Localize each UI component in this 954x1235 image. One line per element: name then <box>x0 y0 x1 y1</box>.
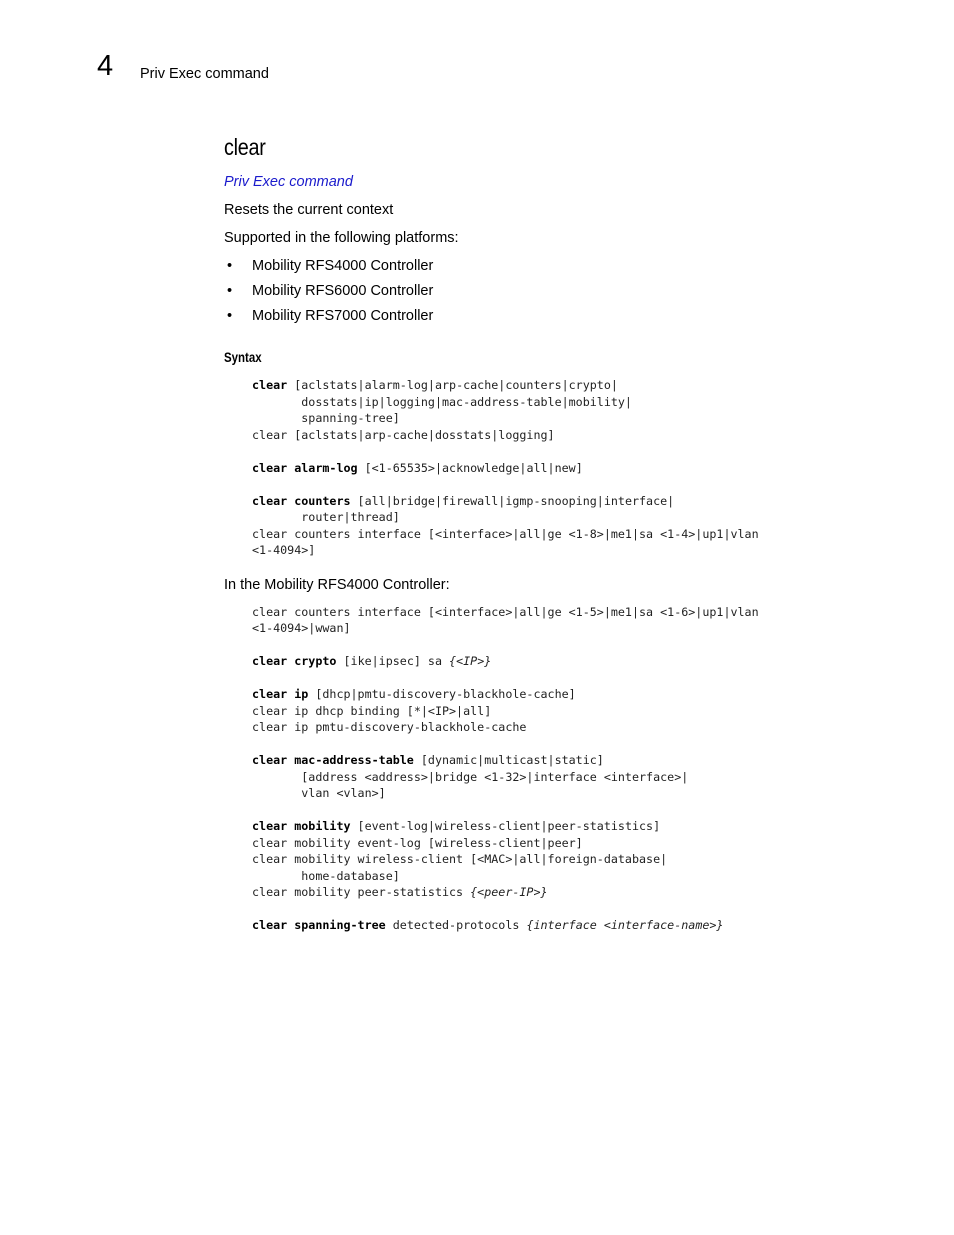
code-text: vlan <vlan>] <box>252 786 386 800</box>
code-text: <1-4094>] <box>252 543 316 557</box>
code-line <box>252 526 864 543</box>
code-text: clear ip dhcp binding [*|<IP>|all] <box>252 703 492 718</box>
code-keyword: clear spanning-tree <box>252 918 386 932</box>
platform-list <box>224 257 864 325</box>
code-line <box>252 604 864 621</box>
code-keyword: clear alarm-log <box>252 460 358 475</box>
code-optional-arg: {<IP>} <box>449 654 492 668</box>
platforms-intro: Supported in the following platforms: <box>224 230 459 246</box>
list-item <box>224 307 864 325</box>
list-item <box>224 257 864 275</box>
code-text: [<1-65535>|acknowledge|all|new] <box>357 460 583 475</box>
code-text: [aclstats|alarm-log|arp-cache|counters|crypto| <box>287 378 618 392</box>
code-text: <1-4094>|wwan] <box>252 621 351 635</box>
code-text: [dhcp|pmtu-discovery-blackhole-cache] <box>308 687 576 701</box>
code-text: [address <address>|bridge <1-32>|interface <interface>| <box>252 769 689 784</box>
code-line <box>252 868 864 885</box>
code-line <box>252 427 864 444</box>
code-line <box>252 917 864 934</box>
code-line <box>252 752 864 769</box>
code-line <box>252 769 864 786</box>
chapter-number: 4 <box>97 50 114 82</box>
bullet-icon: • <box>227 283 233 299</box>
code-keyword: clear counters <box>252 493 351 508</box>
code-keyword: clear mac-address-table <box>252 753 414 767</box>
syntax-code-block <box>252 377 864 559</box>
code-text: clear counters interface [<interface>|all|ge <1-5>|me1|sa <1-6>|up1|vlan <box>252 604 759 619</box>
code-line <box>252 394 864 411</box>
code-text: [ike|ipsec] sa <box>336 654 450 668</box>
code-line <box>252 703 864 720</box>
code-keyword: clear crypto <box>252 654 337 668</box>
code-line <box>252 637 864 654</box>
content <box>224 130 864 934</box>
code-optional-arg: {interface <interface-name>} <box>526 918 724 932</box>
code-line <box>252 410 864 427</box>
code-text: clear ip pmtu-discovery-blackhole-cache <box>252 720 527 734</box>
code-line <box>252 884 864 901</box>
code-text: spanning-tree] <box>252 411 400 425</box>
rfs4000-code-block <box>252 604 864 934</box>
code-line <box>252 493 864 510</box>
bullet-icon: • <box>227 258 233 274</box>
syntax-heading: Syntax <box>224 349 262 365</box>
code-text: clear mobility event-log [wireless-client|peer] <box>252 835 583 850</box>
code-text: detected-protocols <box>385 918 527 932</box>
code-line <box>252 785 864 802</box>
code-text: [event-log|wireless-client|peer-statistics] <box>350 819 661 833</box>
code-line <box>252 901 864 918</box>
code-line <box>252 835 864 852</box>
code-line <box>252 509 864 526</box>
code-line <box>252 377 864 394</box>
xref-link[interactable]: Priv Exec command <box>224 174 353 190</box>
code-optional-arg: {<peer-IP>} <box>470 885 548 899</box>
code-line <box>252 736 864 753</box>
code-line <box>252 670 864 687</box>
code-line <box>252 686 864 703</box>
code-line <box>252 542 864 559</box>
code-line <box>252 818 864 835</box>
code-text: clear mobility peer-statistics <box>252 885 471 899</box>
code-text: clear [aclstats|arp-cache|dosstats|logging] <box>252 427 555 442</box>
code-text: clear mobility wireless-client [<MAC>|all|foreign-database| <box>252 852 668 866</box>
description: Resets the current context <box>224 202 394 218</box>
running-head: Priv Exec command <box>140 66 269 82</box>
code-text: router|thread] <box>252 510 400 524</box>
list-item <box>224 282 864 300</box>
code-keyword: clear <box>252 378 288 392</box>
code-line <box>252 719 864 736</box>
code-line <box>252 653 864 670</box>
code-line <box>252 851 864 868</box>
platform-label: Mobility RFS6000 Controller <box>252 283 434 299</box>
rfs4000-intro: In the Mobility RFS4000 Controller: <box>224 576 450 593</box>
page-title: clear <box>224 134 266 160</box>
code-line <box>252 476 864 493</box>
code-text: [dynamic|multicast|static] <box>413 753 604 767</box>
code-line <box>252 460 864 477</box>
code-keyword: clear ip <box>252 687 309 701</box>
code-line <box>252 802 864 819</box>
platform-label: Mobility RFS7000 Controller <box>252 308 434 324</box>
code-text: [all|bridge|firewall|igmp-snooping|interface| <box>350 493 675 508</box>
platform-label: Mobility RFS4000 Controller <box>252 258 434 274</box>
code-line <box>252 620 864 637</box>
code-line <box>252 443 864 460</box>
code-text: clear counters interface [<interface>|all|ge <1-8>|me1|sa <1-4>|up1|vlan <box>252 526 759 541</box>
code-text: dosstats|ip|logging|mac-address-table|mobility| <box>252 394 632 409</box>
code-keyword: clear mobility <box>252 819 351 833</box>
bullet-icon: • <box>227 308 233 324</box>
code-text: home-database] <box>252 868 400 883</box>
